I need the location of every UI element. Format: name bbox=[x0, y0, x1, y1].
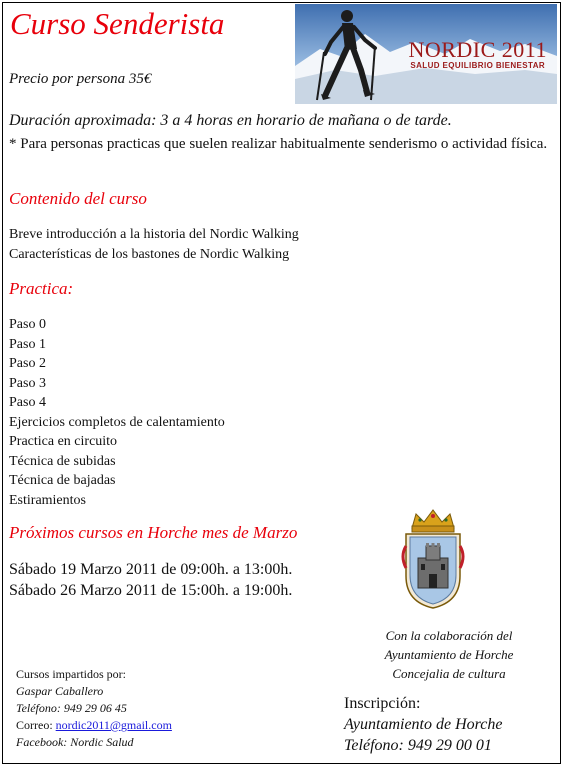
list-item: Técnica de bajadas bbox=[9, 473, 116, 488]
email-link[interactable]: nordic2011@gmail.com bbox=[55, 718, 172, 732]
contenido-heading: Contenido del curso bbox=[9, 189, 147, 208]
list-item: Características de los bastones de Nordic Walking bbox=[9, 246, 290, 262]
practica-heading: Practica: bbox=[9, 279, 74, 298]
instructor-name: Gaspar Caballero bbox=[16, 684, 104, 698]
registration-phone: Teléfono: 949 29 00 01 bbox=[344, 737, 492, 754]
collaboration-line: Concejalia de cultura bbox=[392, 666, 506, 681]
duration-text: Duración aproximada: 3 a 4 horas en horario de mañana o de tarde. bbox=[9, 112, 452, 129]
brand-name: NORDIC 2011 bbox=[408, 37, 547, 62]
audience-note: * Para personas practicas que suelen realizar habitualmente senderismo o actividad física. bbox=[9, 136, 548, 152]
coat-of-arms-image bbox=[400, 506, 466, 612]
registration-place: Ayuntamiento de Horche bbox=[344, 716, 503, 733]
registration-info bbox=[344, 693, 502, 756]
price-text: Precio por persona 35€ bbox=[9, 71, 152, 87]
list-item: Paso 3 bbox=[9, 375, 46, 391]
instructor-email-row bbox=[16, 717, 172, 734]
list-item: Ejercicios completos de calentamiento bbox=[9, 414, 225, 430]
proximos-heading: Próximos cursos en Horche mes de Marzo bbox=[9, 523, 298, 542]
course-date: Sábado 19 Marzo 2011 de 09:00h. a 13:00h. bbox=[9, 561, 293, 578]
instructor-info bbox=[16, 666, 172, 751]
registration-heading: Inscripción: bbox=[344, 695, 421, 712]
list-item: Paso 2 bbox=[9, 356, 46, 371]
list-item: Paso 0 bbox=[9, 317, 46, 332]
page-title: Curso Senderista bbox=[10, 6, 225, 41]
instructor-phone: Teléfono: 949 29 06 45 bbox=[16, 701, 127, 715]
brand-block bbox=[408, 37, 547, 70]
list-item: Técnica de subidas bbox=[9, 453, 116, 469]
collaboration-line: Ayuntamiento de Horche bbox=[384, 647, 514, 662]
list-item: Practica en circuito bbox=[9, 434, 118, 449]
brand-tagline: SALUD EQUILIBRIO BIENESTAR bbox=[410, 61, 546, 70]
list-item: Paso 4 bbox=[9, 395, 46, 410]
course-dates bbox=[9, 559, 292, 601]
email-label: Correo: bbox=[16, 718, 56, 732]
collaboration-note bbox=[350, 626, 548, 683]
list-item: Breve introducción a la historia del Nordic Walking bbox=[9, 227, 299, 242]
horche-coat-of-arms bbox=[400, 506, 466, 612]
list-item: Paso 1 bbox=[9, 336, 46, 352]
instructor-facebook: Facebook: Nordic Salud bbox=[16, 735, 134, 749]
practica-list bbox=[9, 315, 225, 510]
nordic-banner bbox=[295, 4, 557, 104]
collaboration-line: Con la colaboración del bbox=[385, 628, 513, 643]
list-item: Estiramientos bbox=[9, 492, 86, 508]
contenido-list bbox=[9, 225, 299, 264]
instructor-heading: Cursos impartidos por: bbox=[16, 667, 126, 681]
course-date: Sábado 26 Marzo 2011 de 15:00h. a 19:00h. bbox=[9, 582, 293, 599]
